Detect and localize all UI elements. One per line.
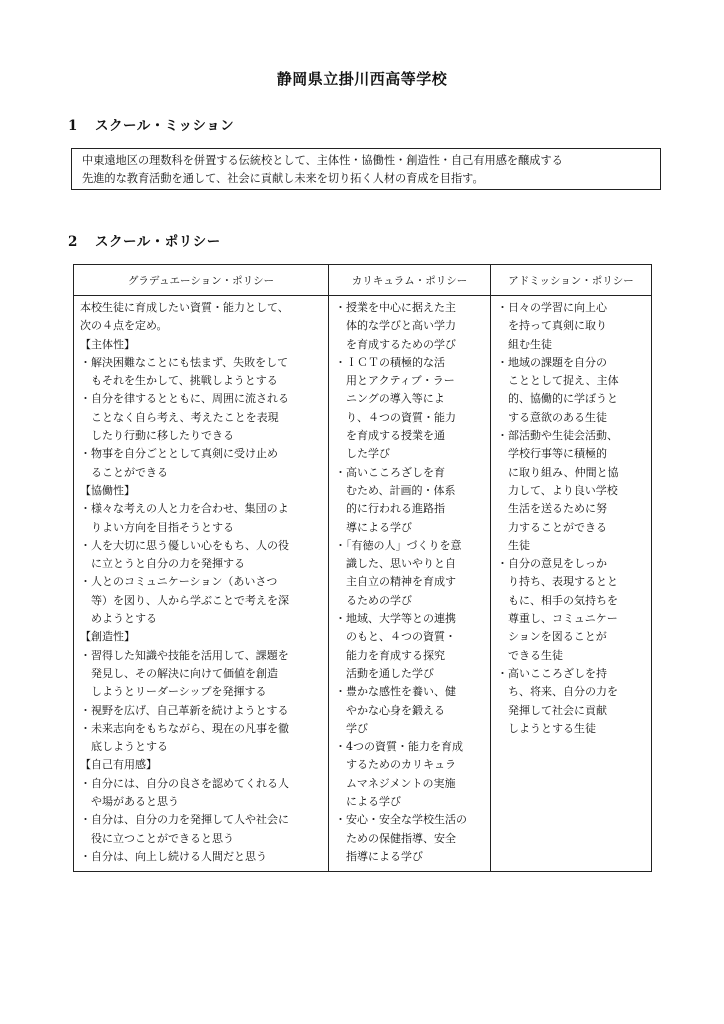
policy-line: ・自分には、自分の良さを認めてくれる人 xyxy=(80,776,289,790)
graduation-policy-cell xyxy=(74,296,329,872)
policy-line: ち、将来、自分の力を xyxy=(497,685,618,699)
policy-line: を育成するための学び xyxy=(335,337,456,351)
policy-line: 学び xyxy=(335,721,368,735)
policy-line: 【協働性】 xyxy=(80,483,135,497)
policy-line: 指導による学び xyxy=(335,849,423,863)
policy-line: を持って真剣に取り xyxy=(497,319,607,333)
policy-line: こととして捉え、主体 xyxy=(497,374,619,388)
policy-body-row xyxy=(74,296,652,872)
policy-heading-text: スクール・ポリシー xyxy=(95,234,221,250)
mission-statement-box xyxy=(71,148,661,190)
policy-line: 尊重し、コミュニケー xyxy=(497,612,618,626)
policy-line: 【自己有用感】 xyxy=(80,758,157,772)
policy-line: めようとする xyxy=(80,612,157,626)
policy-line: ・人を大切に思う優しい心をもち、人の役 xyxy=(80,538,289,552)
graduation-policy-header: グラデュエーション・ポリシー xyxy=(74,265,329,296)
policy-line: ションを図ることが xyxy=(497,630,607,644)
policy-line: ・視野を広げ、自己革新を続けようとする xyxy=(80,703,289,717)
policy-line: ・物事を自分ごととして真剣に受け止め xyxy=(80,447,278,461)
policy-line: 【主体性】 xyxy=(80,337,135,351)
policy-line: 的、協働的に学ぼうと xyxy=(497,392,618,406)
policy-line: ・地域の課題を自分の xyxy=(497,355,607,369)
policy-line: 本校生徒に育成したい資質・能力として、 xyxy=(80,301,289,314)
policy-line: 用とアクティブ・ラー xyxy=(335,374,455,388)
policy-line: ・部活動や生徒会活動、 xyxy=(497,429,618,443)
curriculum-policy-header: カリキュラム・ポリシー xyxy=(329,265,491,296)
curriculum-policy-cell xyxy=(329,296,491,872)
policy-line: 次の４点を定め。 xyxy=(80,319,168,333)
policy-line: 主自立の精神を育成す xyxy=(335,575,456,589)
policy-line: ・自分は、向上し続ける人間だと思う xyxy=(80,849,267,863)
policy-line: ・様々な考えの人と力を合わせ、集団のよ xyxy=(80,502,289,516)
policy-line: ・自分の意見をしっか xyxy=(497,557,607,571)
policy-line: むため、計画的・体系 xyxy=(335,483,456,497)
admission-policy-cell xyxy=(491,296,652,872)
policy-line: できる生徒 xyxy=(497,648,563,662)
mission-heading xyxy=(68,114,234,134)
policy-line: 導による学び xyxy=(335,520,412,534)
policy-line: 体的な学びと高い学力 xyxy=(335,319,456,333)
policy-line: 生徒 xyxy=(497,538,530,552)
page-title: 静岡県立掛川西高等学校 xyxy=(276,70,448,88)
mission-heading-text: スクール・ミッション xyxy=(95,118,235,134)
policy-line: 的に行われる進路指 xyxy=(335,502,445,516)
policy-line: 生活を送るために努 xyxy=(497,502,607,516)
policy-line: ムマネジメントの実施 xyxy=(335,776,456,790)
policy-line: 役に立つことができると思う xyxy=(80,831,234,845)
policy-line: ・「有徳の人」づくりを意 xyxy=(335,538,462,552)
policy-line: 底しようとする xyxy=(80,740,168,754)
policy-number: 2 xyxy=(68,234,78,250)
mission-number: 1 xyxy=(68,118,78,134)
policy-line: ・未来志向をもちながら、現在の凡事を徹 xyxy=(80,721,289,735)
policy-line: やかな心身を鍛える xyxy=(335,703,445,717)
policy-line: りよい方向を目指そうとする xyxy=(80,520,234,534)
policy-line: のもと、４つの資質・ xyxy=(335,630,456,644)
school-policy-table xyxy=(73,264,652,872)
admission-policy-header: アドミッション・ポリシー xyxy=(491,265,652,296)
policy-line: しようとする生徒 xyxy=(497,721,596,735)
policy-line: ・4つの資質・能力を育成 xyxy=(335,740,463,754)
policy-line: しようとリーダーシップを発揮する xyxy=(80,685,267,699)
policy-header-row xyxy=(74,265,652,296)
policy-line: ・地域、大学等との連携 xyxy=(335,612,456,626)
policy-line: り、４つの資質・能力 xyxy=(335,410,456,424)
policy-line: ・習得した知識や技能を活用して、課題を xyxy=(80,648,289,662)
policy-line: ニングの導入等によ xyxy=(335,392,445,406)
policy-line: 学校行事等に積極的 xyxy=(497,447,607,461)
policy-line: 等）を図り、人から学ぶことで考えを深 xyxy=(80,593,289,607)
policy-line: ・解決困難なことにも怯まず、失敗をして xyxy=(80,355,289,369)
policy-line: もに、相手の気持ちを xyxy=(497,593,618,607)
mission-line: 先進的な教育活動を通して、社会に貢献し未来を切り拓く人材の育成を目指す。 xyxy=(82,172,484,185)
policy-line: 発見し、その解決に向けて価値を創造 xyxy=(80,666,278,680)
policy-line: 組む生徒 xyxy=(497,337,552,351)
policy-line: したり行動に移したりできる xyxy=(80,429,234,443)
policy-line: るための学び xyxy=(335,593,412,607)
policy-line: 【創造性】 xyxy=(80,630,135,644)
policy-line: や場があると思う xyxy=(80,795,179,809)
policy-line: に立とうと自分の力を発揮する xyxy=(80,557,245,571)
policy-line: 活動を通した学び xyxy=(335,666,434,680)
policy-line: 力して、より良い学校 xyxy=(497,483,618,497)
policy-line: ・自分を律するとともに、周囲に流される xyxy=(80,392,289,406)
policy-line: ・日々の学習に向上心 xyxy=(497,301,607,314)
policy-line: ・豊かな感性を養い、健 xyxy=(335,685,456,699)
policy-line: ・授業を中心に据えた主 xyxy=(335,301,456,314)
policy-line: ・高いこころざしを持 xyxy=(497,666,607,680)
policy-line: を育成する授業を通 xyxy=(335,429,445,443)
policy-line: による学び xyxy=(335,795,401,809)
policy-line: り持ち、表現するとと xyxy=(497,575,618,589)
policy-line: ・人とのコミュニケーション（あいさつ xyxy=(80,575,278,589)
policy-line: ことなく自ら考え、考えたことを表現 xyxy=(80,410,279,424)
mission-line: 中東遠地区の理数科を併置する伝統校として、主体性・協働性・創造性・自己有用感を醸成する xyxy=(82,154,563,167)
policy-line: ための保健指導、安全 xyxy=(335,831,456,845)
policy-line: ・高いこころざしを育 xyxy=(335,465,445,479)
policy-line: 力することができる xyxy=(497,520,607,534)
policy-line: 発揮して社会に貢献 xyxy=(497,703,607,717)
policy-line: に取り組み、仲間と協 xyxy=(497,465,619,479)
policy-line: した学び xyxy=(335,447,390,461)
policy-heading xyxy=(68,230,221,250)
policy-line: する意欲のある生徒 xyxy=(497,410,607,424)
policy-line: ・ＩＣＴの積極的な活 xyxy=(335,355,445,369)
policy-line: 識した、思いやりと自 xyxy=(335,557,456,571)
policy-line: 能力を育成する探究 xyxy=(335,648,445,662)
policy-line: ・自分は、自分の力を発揮して人や社会に xyxy=(80,813,289,827)
policy-line: ることができる xyxy=(80,465,168,479)
policy-line: ・安心・安全な学校生活の xyxy=(335,813,467,827)
policy-line: もそれを生かして、挑戦しようとする xyxy=(80,374,278,388)
policy-line: するためのカリキュラ xyxy=(335,758,456,772)
